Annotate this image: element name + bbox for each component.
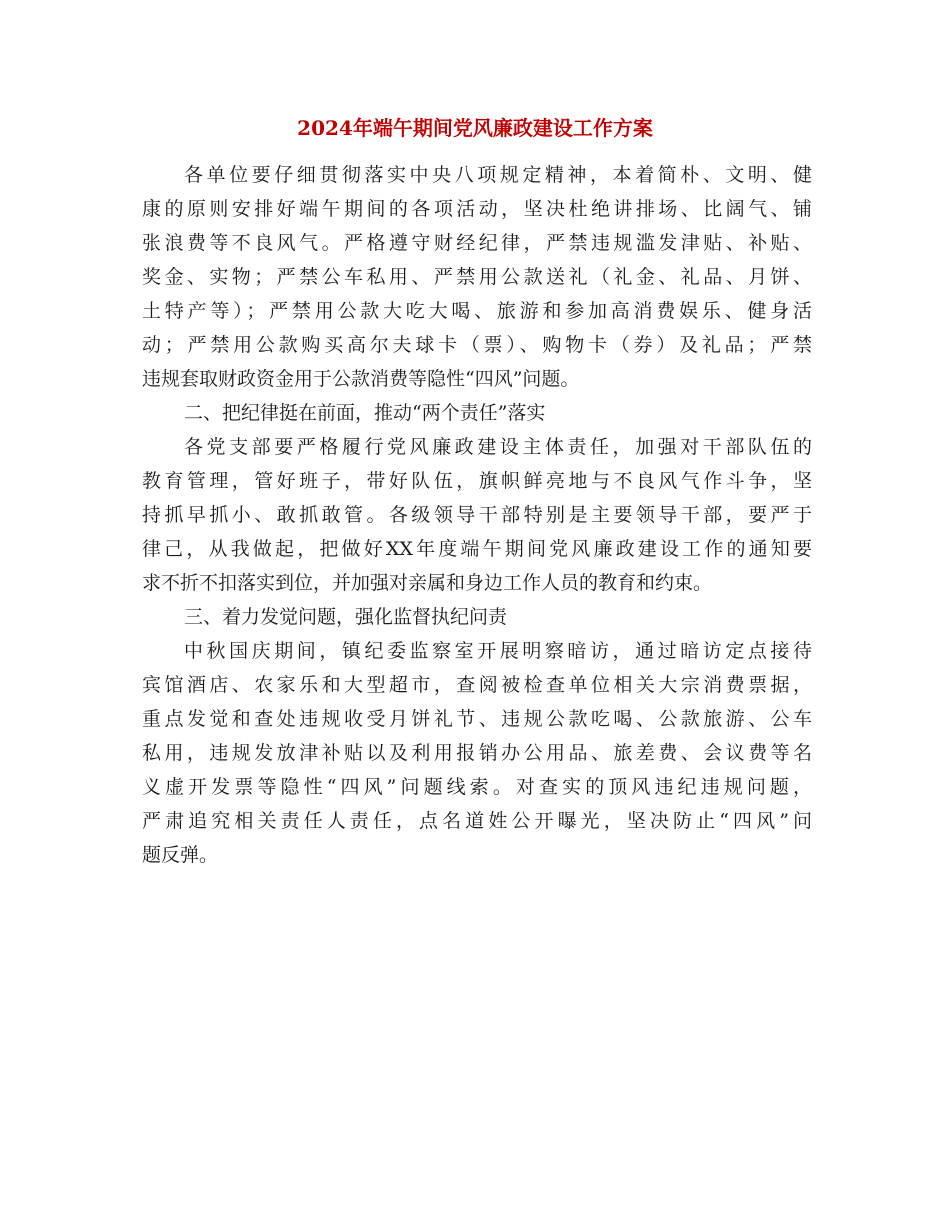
paragraph-5-line-2: 宾馆酒店、农家乐和大型超市，查阅被检查单位相关大宗消费票据， (142, 674, 812, 696)
paragraph-5-line-6: 严肃追究相关责任人责任，点名道姓公开曝光，坚决防止“四风”问 (142, 810, 812, 832)
paragraph-3-line-1: 各党支部要严格履行党风廉政建设主体责任，加强对干部队伍的 (184, 436, 812, 458)
document-title: 2024年端午期间党风廉政建设工作方案 (297, 116, 653, 140)
section-heading-2: 二、把纪律挺在前面，推动“两个责任”落实 (184, 402, 546, 424)
paragraph-1-line-5: 土特产等）；严禁用公款大吃大喝、旅游和参加高消费娱乐、健身活 (142, 300, 812, 322)
paragraph-1-line-2: 康的原则安排好端午期间的各项活动，坚决杜绝讲排场、比阔气、铺 (142, 198, 812, 220)
paragraph-3-line-2: 教育管理，管好班子，带好队伍，旗帜鲜亮地与不良风气作斗争，坚 (142, 470, 812, 492)
paragraph-3-line-3: 持抓早抓小、敢抓敢管。各级领导干部特别是主要领导干部，要严于 (142, 504, 812, 526)
paragraph-1-line-1: 各单位要仔细贯彻落实中央八项规定精神，本着简朴、文明、健 (184, 164, 812, 186)
paragraph-5-line-7: 题反弹。 (142, 844, 219, 866)
paragraph-5-line-3: 重点发觉和查处违规收受月饼礼节、违规公款吃喝、公款旅游、公车 (142, 708, 812, 730)
section-heading-3: 三、着力发觉问题，强化监督执纪问责 (184, 606, 508, 628)
paragraph-3-line-5: 求不折不扣落实到位，并加强对亲属和身边工作人员的教育和约束。 (142, 572, 713, 594)
paragraph-1-line-6: 动；严禁用公款购买高尔夫球卡（票）、购物卡（券）及礼品；严禁 (142, 334, 812, 356)
paragraph-1-line-3: 张浪费等不良风气。严格遵守财经纪律，严禁违规滥发津贴、补贴、 (142, 232, 812, 254)
paragraph-5-line-1: 中秋国庆期间，镇纪委监察室开展明察暗访，通过暗访定点接待 (184, 640, 812, 662)
paragraph-1-line-7: 违规套取财政资金用于公款消费等隐性“四风”问题。 (142, 368, 580, 390)
paragraph-3-line-4: 律己，从我做起，把做好XX年度端午期间党风廉政建设工作的通知要 (142, 538, 812, 560)
paragraph-1-line-4: 奖金、实物；严禁公车私用、严禁用公款送礼（礼金、礼品、月饼、 (142, 266, 812, 288)
paragraph-5-line-4: 私用，违规发放津补贴以及利用报销办公用品、旅差费、会议费等名 (142, 742, 812, 764)
paragraph-5-line-5: 义虚开发票等隐性“四风”问题线索。对查实的顶风违纪违规问题， (142, 776, 812, 798)
document-body (142, 158, 812, 872)
